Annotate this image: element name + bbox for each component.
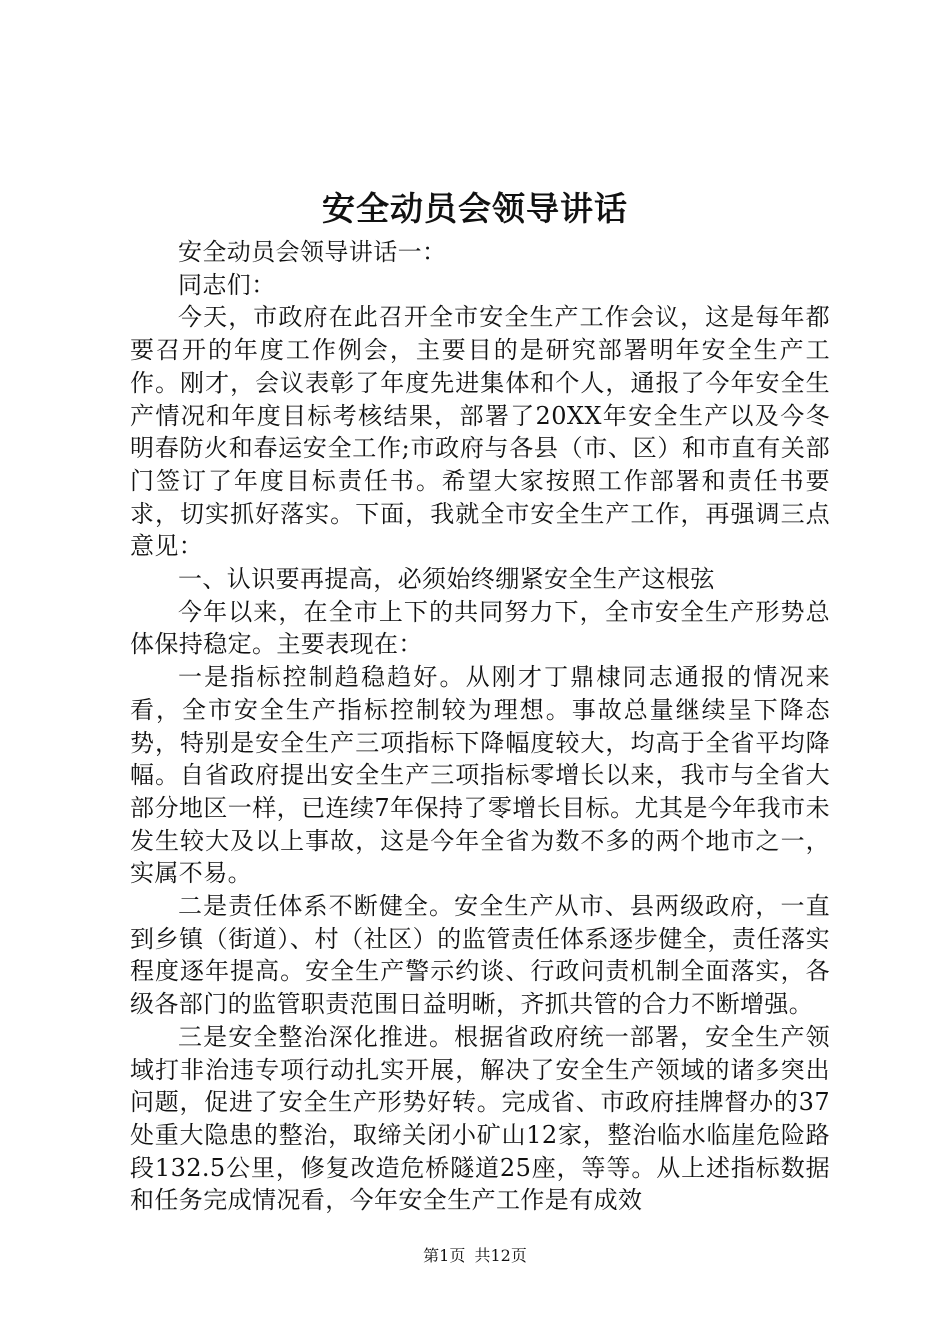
paragraph-subtitle: 安全动员会领导讲话一： [178,238,447,266]
page-footer [0,1244,950,1268]
paragraph-point-one: 一是指标控制趋稳趋好。从刚才丁鼎棣同志通报的情况来看，全市安全生产指标控制较为理想。事故总量继续呈下降态势，特别是安全生产三项指标下降幅度较大，均高于全省平均降幅。自省政府提出安全生产三项指标零增长以来，我市与全省大部分地区一样，已连续7年保持了零增长目标。尤其是今年我市未发生较大及以上事故，这是今年全省为数不多的两个地市之一，实属不易。 [130,663,830,888]
paragraph-point-two: 二是责任体系不断健全。安全生产从市、县两级政府，一直到乡镇（街道）、村（社区）的监管责任体系逐步健全，责任落实程度逐年提高。安全生产警示约谈、行政问责机制全面落实，各级各部门的监管职责范围日益明晰，齐抓共管的合力不断增强。 [130,892,830,1019]
page-number: 第1页 [423,1246,466,1265]
paragraph-intro: 今天，市政府在此召开全市安全生产工作会议，这是每年都要召开的年度工作例会，主要目的是研究部署明年安全生产工作。刚才，会议表彰了年度先进集体和个人，通报了今年安全生产情况和年度目标考核结果，部署了20XX年安全生产以及今冬明春防火和春运安全工作;市政府与各县（市、区）和市直有关部门签订了年度目标责任书。希望大家按照工作部署和责任书要求，切实抓好落实。下面，我就全市安全生产工作，再强调三点意见： [130,303,830,561]
document-body [130,236,830,1217]
document-title: 安全动员会领导讲话 [322,189,628,228]
page-total: 共12页 [474,1246,527,1265]
paragraph-section-heading: 一、认识要再提高，必须始终绷紧安全生产这根弦 [178,565,715,594]
paragraph-overview: 今年以来，在全市上下的共同努力下，全市安全生产形势总体保持稳定。主要表现在： [130,597,830,659]
paragraph-salutation: 同志们： [178,270,276,299]
paragraph-point-three: 三是安全整治深化推进。根据省政府统一部署，安全生产领域打非治违专项行动扎实开展，解决了安全生产领域的诸多突出问题，促进了安全生产形势好转。完成省、市政府挂牌督办的37处重大隐患的整治，取缔关闭小矿山12家，整治临水临崖危险路段132.5公里，修复改造危桥隧道25座，等等。从上述指标数据和任务完成情况看，今年安全生产工作是有成效 [130,1022,830,1215]
